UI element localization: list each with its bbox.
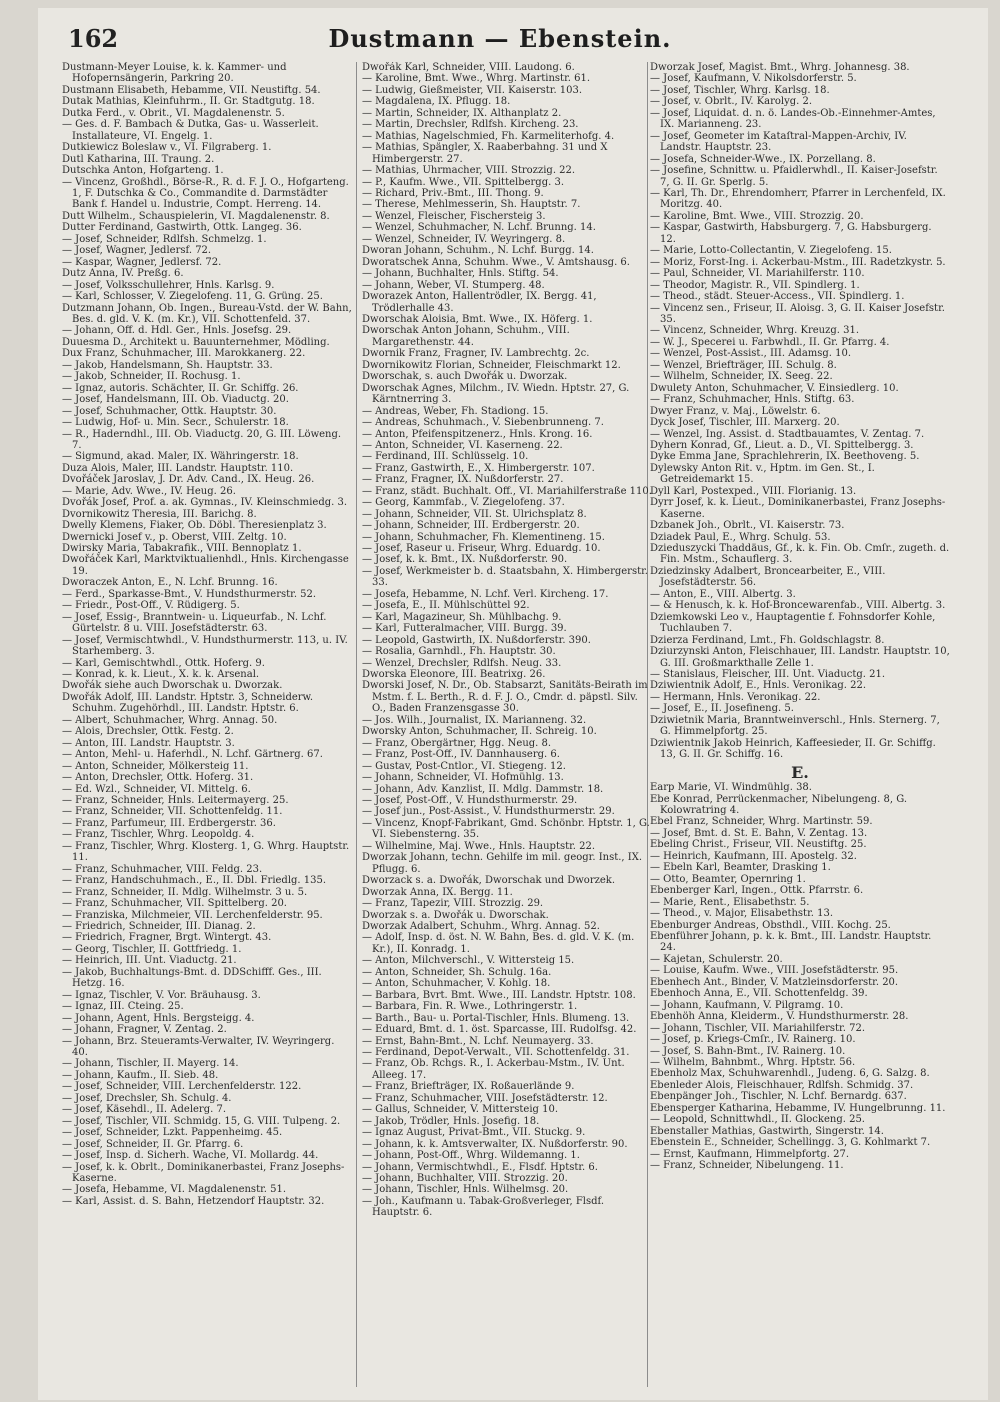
directory-entry: Dvořáček Jaroslav, J. Dr. Adv. Cand., IX. Heug. 26. [62, 474, 315, 486]
directory-entry: — Josef, Liquidat. d. n. ö. Landes-Ob.-Einnehmer-Amtes, IX. Marianneng. 23. [650, 107, 936, 131]
directory-entry: — Theodor, Magistr. R., VII. Spindlerg. 1. [650, 279, 860, 291]
directory-entry: — Georg, Kammfab., V. Ziegelofeng. 37. [362, 497, 565, 509]
directory-entry: — Wenzel, Drechsler, Rdlfsh. Neug. 33. [362, 657, 562, 669]
directory-entry: — Jakob, Buchhaltungs-Bmt. d. DDSchifff. Ges., III. Hetzg. 16. [62, 966, 322, 990]
directory-column-right [650, 62, 950, 1392]
directory-entry: — Johann, Off. d. Hdl. Ger., Hnls. Josefsg. 29. [62, 325, 292, 337]
directory-entry: — Johann, Tischler, Hnls. Wilhelmsg. 20. [362, 1184, 569, 1196]
directory-entry: — Friedrich, Fragner, Brgt. Wintergt. 43. [62, 932, 272, 944]
directory-entry: — Johann, Schneider, VII. St. Ulrichsplatz 8. [362, 508, 587, 520]
directory-entry: — Johann, Weber, VI. Stumperg. 48. [362, 279, 545, 291]
directory-entry: — Anton, E., VIII. Albertg. 3. [650, 588, 796, 600]
directory-entry: Dutschka Anton, Hofgarteng. 1. [62, 165, 224, 177]
directory-entry: Dworski Josef, N. Dr., Ob. Stabsarzt, Sanitäts-Beirath im Mstm. f. L. Berth., R. d. F. J. O., Cmdr. d. päpstl. Silv. O., Baden Franzensgasse 30. [362, 680, 648, 715]
directory-entry: — Andreas, Schuhmach., V. Siebenbrunneng. 7. [362, 417, 604, 429]
directory-entry: Ebenstein E., Schneider, Schellingg. 3, G. Kohlmarkt 7. [650, 1137, 931, 1149]
directory-entry: — Josef, Bmt. d. St. E. Bahn, V. Zentag. 13. [650, 827, 868, 839]
directory-entry: — Ferdinand, Depot-Verwalt., VII. Schottenfeldg. 31. [362, 1046, 630, 1058]
directory-entry: Dutter Ferdinand, Gastwirth, Ottk. Langeg. 36. [62, 222, 302, 234]
directory-entry: — Wenzel, Schuhmacher, N. Lchf. Brunng. 14. [362, 222, 596, 234]
directory-entry: — Josef, k. k. Bmt., IX. Nußdorferstr. 90. [362, 554, 568, 566]
directory-column-left [62, 62, 352, 1392]
directory-entry: — Josef, Schneider, Rdlfsh. Schmelzg. 1. [62, 233, 267, 245]
directory-entry: — Karl, Futteralmacher, VIII. Burgg. 39. [362, 623, 567, 635]
directory-entry: — Karoline, Bmt. Wwe., Whrg. Martinstr. 61. [362, 73, 591, 85]
directory-entry: Dzieduszycki Thaddäus, Gf., k. k. Fin. Ob. Cmſr., zugeth. d. Fin. Mstm., Schauflerg. 3. [650, 543, 950, 566]
directory-entry: Dwornikowitz Florian, Schneider, Fleischmarkt 12. [362, 359, 621, 371]
directory-entry: — Stanislaus, Fleischer, III. Unt. Viaductg. 21. [650, 669, 886, 681]
directory-entry: — P., Kaufm. Wwe., VII. Spittelbergg. 3. [362, 176, 565, 188]
directory-entry: — Georg, Tischler, II. Gottfriedg. 1. [62, 943, 242, 955]
directory-entry: Dworschak Agnes, Milchm., IV. Wiedn. Hptstr. 27, G. Kärntnerring 3. [362, 382, 630, 406]
directory-entry: Dworzak Josef, Magist. Bmt., Whrg. Johannesg. 38. [650, 62, 910, 73]
directory-entry: Ebel Franz, Schneider, Whrg. Martinstr. 59. [650, 816, 873, 828]
directory-entry: — Josefine, Schnittw. u. Pfaidlerwhdl., II. Kaiser-Josefstr. 7, G. II. Gr. Sperlg. 5. [650, 165, 938, 188]
directory-entry: — Franz, Briefträger, IX. Roßauerlände 9. [362, 1081, 575, 1093]
directory-entry: — Sigmund, akad. Maler, IX. Währingerstr. 18. [62, 451, 299, 463]
directory-entry: — Therese, Mehlmesserin, Sh. Hauptstr. 7. [362, 199, 581, 211]
directory-entry: — Josef, Schneider, Lzkt. Pappenheimg. 45. [62, 1127, 283, 1139]
directory-entry: — Franz, Schneider, II. Mdlg. Wilhelmstr. 3 u. 5. [62, 886, 308, 898]
directory-entry: — Konrad, k. k. Lieut., X. k. k. Arsenal. [62, 669, 260, 681]
directory-entry: — Johann, Buchhalter, VIII. Strozzig. 20. [362, 1172, 568, 1184]
directory-entry: — Josef, E., II. Josefineng. 5. [650, 703, 794, 715]
directory-entry: — Josef, Kaufmann, V. Nikolsdorferstr. 5. [650, 73, 857, 85]
directory-entry: — Josef, Wagner, Jedlersf. 72. [62, 245, 212, 257]
directory-entry: — Johann, Agent, Hnls. Bergsteigg. 4. [62, 1012, 255, 1024]
directory-entry: Ebensperger Katharina, Hebamme, IV. Hungelbrunng. 11. [650, 1102, 946, 1114]
directory-entry: — Franz, Schuhmacher, Hnls. Stiftg. 63. [650, 394, 855, 406]
directory-entry: — Wenzel, Fleischer, Fischersteig 3. [362, 210, 546, 222]
directory-entry: — Mathias, Spängler, X. Raaberbahng. 31 und X Himbergerstr. 27. [362, 142, 608, 165]
directory-entry: — Johann, Vermischtwhdl., E., Flsdf. Hptstr. 6. [362, 1161, 598, 1173]
directory-entry: — Johann, Adv. Kanzlist, II. Mdlg. Dammstr. 18. [362, 783, 604, 795]
directory-entry: — Franz, Schuhmacher, VIII. Feldg. 23. [62, 863, 263, 875]
directory-entry: — Wenzel, Briefträger, III. Schulg. 8. [650, 359, 837, 371]
directory-entry: — Ges. d. F. Bambach & Dutka, Gas- u. Wasserleit. Installateure, VI. Engelg. 1. [62, 119, 319, 142]
directory-entry: — Heinrich, III. Unt. Viaductg. 21. [62, 955, 237, 967]
directory-entry: — Jakob, Handelsmann, Sh. Hauptstr. 33. [62, 359, 273, 371]
directory-entry: — Mathias, Uhrmacher, VIII. Strozzig. 22. [362, 165, 576, 177]
directory-entry: — Heinrich, Kaufmann, III. Apostelg. 32. [650, 850, 857, 862]
directory-entry: — Johann, Tischler, VII. Mariahilferstr. 72. [650, 1022, 865, 1034]
directory-entry: — Kajetan, Schulerstr. 20. [650, 953, 783, 965]
directory-entry: — Josef, S. Bahn-Bmt., IV. Rainerg. 10. [650, 1045, 846, 1057]
directory-entry: — Josef, Vermischtwhdl., V. Hundsthurmerstr. 113, u. IV. Starhemberg. 3. [62, 634, 348, 658]
directory-entry: — Ernst, Kaufmann, Himmelpfortg. 27. [650, 1148, 850, 1160]
directory-entry: — Josef, k. k. Obrlt., Dominikanerbastei, Franz Josephs-Kaserne. [62, 1161, 345, 1184]
directory-entry: — Andreas, Weber, Fh. Stadiong. 15. [362, 405, 549, 417]
directory-entry: — Adolf, Insp. d. öst. N. W. Bahn, Bes. d. gld. V. K. (m. Kr.), II. Konradg. 1. [362, 932, 635, 955]
directory-entry: Dworschak, s. auch Dwořák u. Dworzak. [362, 371, 568, 383]
directory-entry: — Karl, Th. Dr., Ehrendomherr, Pfarrer in Lerchenfeld, IX. Moritzg. 40. [650, 187, 946, 211]
directory-entry: Dworatschek Anna, Schuhm. Wwe., V. Amtshausg. 6. [362, 256, 630, 268]
directory-entry: — Josef, Handelsmann, III. Ob. Viaductg. 20. [62, 394, 289, 406]
directory-entry: — Wenzel, Post-Assist., III. Adamsg. 10. [650, 348, 852, 360]
directory-entry: Dutak Mathias, Kleinfuhrm., II. Gr. Stadtgutg. 18. [62, 96, 315, 108]
directory-entry: — Friedr., Post-Off., V. Rüdigerg. 5. [62, 600, 240, 612]
directory-entry: Dvořák Josef, Prof. a. ak. Gymnas., IV. Kleinschmiedg. 3. [62, 497, 348, 509]
directory-entry: — Karl, Assist. d. S. Bahn, Hetzendorf Hauptstr. 32. [62, 1195, 325, 1207]
directory-entry: — Josef, Essig-, Branntwein- u. Liqueurfab., N. Lchf. Gürtelstr. 8 u. VIII. Josefstädterstr. 63. [62, 611, 327, 635]
directory-entry: — Franz, Gastwirth, E., X. Himbergerstr. 107. [362, 462, 595, 474]
directory-entry: Dwořák siehe auch Dworschak u. Dworzak. [62, 680, 283, 692]
directory-entry: — Marie, Adv. Wwe., IV. Heug. 26. [62, 485, 236, 497]
directory-entry: Dzierza Ferdinand, Lmt., Fh. Goldschlagstr. 8. [650, 634, 885, 646]
directory-entry: — Johann, Fragner, V. Zentag. 2. [62, 1024, 227, 1036]
directory-entry: Dustmann Elisabeth, Hebamme, VII. Neustiftg. 54. [62, 84, 321, 96]
directory-entry: — Johann, Post-Off., Whrg. Wildemanng. 1. [362, 1150, 580, 1162]
directory-entry: — Ferdinand, III. Schlüsselg. 10. [362, 451, 529, 463]
directory-entry: — Hermann, Hnls. Veronikag. 22. [650, 691, 821, 703]
directory-entry: — & Henusch, k. k. Hof-Broncewarenfab., VIII. Albertg. 3. [650, 600, 946, 612]
directory-entry: Dwořák Adolf, III. Landstr. Hptstr. 3, Schneiderw. Schuhm. Zugehörhdl., III. Landstr. Hptstr. 6. [62, 691, 314, 715]
directory-entry: — Vincenz, Knopf-Fabrikant, Gmd. Schönbr. Hptstr. 1, G. VI. Siebensterng. 35. [362, 817, 650, 841]
directory-entry: Dyck Josef, Tischler, III. Marxerg. 20. [650, 417, 840, 429]
directory-entry: — Alois, Drechsler, Ottk. Festg. 2. [62, 726, 234, 738]
directory-entry: — Franz, Fragner, IX. Nußdorferstr. 27. [362, 474, 564, 486]
directory-entry: Dworschak Aloisia, Bmt. Wwe., IX. Höferg. 1. [362, 313, 593, 325]
directory-entry: Dworzak Adalbert, Schuhm., Whrg. Annag. 52. [362, 920, 600, 932]
directory-entry: — Josef, Raseur u. Friseur, Whrg. Eduardg. 10. [362, 543, 601, 555]
directory-entry: Ebenhech Ant., Binder, V. Matzleinsdorferstr. 20. [650, 976, 899, 988]
directory-entry: — Gustav, Post-Cntlor., VI. Stiegeng. 12. [362, 760, 566, 772]
directory-entry: Dwulety Anton, Schuhmacher, V. Einsiedlerg. 10. [650, 382, 899, 394]
directory-entry: — Richard, Priv.-Bmt., III. Thong. 9. [362, 187, 544, 199]
directory-entry: — Josefa, Hebamme, VI. Magdalenenstr. 51. [62, 1184, 287, 1196]
directory-entry: — Joh., Kaufmann u. Tabak-Großverleger, Flsdf. Hauptstr. 6. [362, 1195, 605, 1219]
directory-entry: Ebenhoch Anna, E., VII. Schottenfeldg. 39. [650, 988, 868, 1000]
directory-entry: Dutka Ferd., v. Obrit., VI. Magdalenenstr. 5. [62, 107, 285, 119]
directory-entry: — Vincenz sen., Friseur, II. Aloisg. 3, G. II. Kaiser Josefstr. 35. [650, 302, 945, 325]
directory-entry: — Franz, Obergärtner, Hgg. Neug. 8. [362, 737, 552, 749]
directory-entry: Dziwientnik Jakob Heinrich, Kaffeesieder, II. Gr. Schiffg. 13, G. II. Gr. Schiffg. 16. [650, 737, 936, 761]
directory-entry: — Theod., v. Major, Elisabethstr. 13. [650, 908, 834, 920]
directory-entry: — Johann, Schuhmacher, Fh. Klementineng. 15. [362, 531, 605, 543]
directory-entry: — Franz, Tischler, Whrg. Leopoldg. 4. [62, 829, 255, 841]
directory-entry: — Josef, Schneider, II. Gr. Pfarrg. 6. [62, 1138, 244, 1150]
directory-entry: — Josef, Insp. d. Sicherh. Wache, VI. Mollardg. 44. [62, 1150, 319, 1162]
directory-entry: — Vincenz, Großhdl., Börse-R., R. d. F. J. O., Hofgarteng. 1, F. Dutschka & Co., Commandite d. Darmstädter Bank f. Handel u. Industrie, Compt. Herreng. 14. [62, 176, 349, 211]
directory-entry: Dyrr Josef, k. k. Lieut., Dominikanerbastei, Franz Josephs-Kaserne. [650, 497, 946, 520]
directory-entry: — Kaspar, Wagner, Jedlersf. 72. [62, 256, 222, 268]
directory-entry: — Marie, Rent., Elisabethstr. 5. [650, 896, 810, 908]
directory-entry: — Louise, Kaufm. Wwe., VIII. Josefstädterstr. 95. [650, 965, 899, 977]
directory-entry: Ebenhöh Anna, Kleiderm., V. Hundsthurmerstr. 28. [650, 1011, 909, 1023]
directory-entry: — Johann, Schneider, III. Erdbergerstr. 20. [362, 520, 580, 532]
directory-entry: Dyll Karl, Postexped., VIII. Florianig. 13. [650, 485, 857, 497]
directory-entry: — Karoline, Bmt. Wwe., VIII. Strozzig. 20. [650, 210, 864, 222]
directory-entry: — Barth., Bau- u. Portal-Tischler, Hnls. Blumeng. 13. [362, 1012, 630, 1024]
directory-entry: — Anton, Schneider, VI. Kaserneng. 22. [362, 439, 563, 451]
directory-entry: — Marie, Lotto-Collectantin, V. Ziegelofeng. 15. [650, 245, 892, 257]
directory-entry: Earp Marie, VI. Windmühlg. 38. [650, 782, 812, 794]
directory-entry: — Theod., städt. Steuer-Access., VII. Spindlerg. 1. [650, 291, 905, 303]
directory-entry: Ebenberger Karl, Ingen., Ottk. Pfarrstr. 6. [650, 885, 864, 897]
directory-entry: — Franz, städt. Buchhalt. Off., VI. Mariahilferstraße 110. [362, 485, 652, 497]
directory-entry: Dylewsky Anton Rit. v., Hptm. im Gen. St., I. Getreidemarkt 15. [650, 462, 875, 486]
directory-entry: Dworzak Anna, IX. Bergg. 11. [362, 886, 513, 898]
directory-entry: Dziemkowski Leo v., Hauptagentie f. Fohnsdorfer Kohle, Tuchlauben 7. [650, 611, 936, 635]
directory-entry: — R., Haderndhl., III. Ob. Viaductg. 20, G. III. Löweng. 7. [62, 428, 342, 451]
directory-entry: Dutkiewicz Boleslaw v., VI. Filgraberg. 1. [62, 142, 272, 154]
directory-entry: — Franziska, Milchmeier, VII. Lerchenfelderstr. 95. [62, 909, 323, 921]
section-letter-heading: E. [791, 762, 809, 782]
directory-entry: — Wenzel, Ing. Assist. d. Stadtbauamtes, V. Zentag. 7. [650, 428, 925, 440]
directory-entry: — Albert, Schuhmacher, Whrg. Annag. 50. [62, 714, 278, 726]
directory-entry: Dwelly Klemens, Fiaker, Ob. Döbl. Theresienplatz 3. [62, 520, 327, 532]
directory-entry: Dworzak Johann, techn. Gehilfe im mil. geogr. Inst., IX. Pflugg. 6. [362, 852, 643, 875]
directory-entry: Ebe Konrad, Perrückenmacher, Nibelungeng. 8, G. Kolowratring 4. [650, 793, 908, 816]
directory-entry: Ebeling Christ., Friseur, VII. Neustiftg. 25. [650, 839, 867, 851]
directory-entry: — Paul, Schneider, VI. Mariahilferstr. 110. [650, 268, 865, 280]
directory-entry: Dustmann-Meyer Louise, k. k. Kammer- und Hofopernsängerin, Parkring 20. [62, 62, 287, 85]
directory-entry: — Josefa, Schneider-Wwe., IX. Porzellang. 8. [650, 153, 876, 165]
directory-entry: Dwirsky Maria, Tabakrafik., VIII. Bennoplatz 1. [62, 543, 302, 555]
directory-entry: — Leopold, Schnittwhdl., II. Glockeng. 25. [650, 1114, 865, 1126]
directory-entry: — Ed. Wzl., Schneider, VI. Mittelg. 6. [62, 783, 251, 795]
directory-entry: — Ebeln Karl, Beamter, Drasking 1. [650, 862, 831, 874]
directory-entry: — Jakob, Trödler, Hnls. Josefig. 18. [362, 1115, 540, 1127]
directory-entry: — Johann, Schneider, VI. Hofmühlg. 13. [362, 772, 564, 784]
directory-entry: — Johann, Tischler, II. Mayerg. 14. [62, 1058, 239, 1070]
directory-entry: — Anton, Mehl- u. Haferhdl., N. Lchf. Gärtnerg. 67. [62, 749, 323, 761]
directory-entry: — Jos. Wilh., Journalist, IX. Marianneng. 32. [362, 714, 587, 726]
directory-entry: — Josef, Post-Off., V. Hundsthurmerstr. 29. [362, 795, 578, 806]
directory-entry: — Franz, Schuhmacher, VIII. Josefstädterstr. 12. [362, 1092, 608, 1104]
directory-entry: Dziwientnik Adolf, E., Hnls. Veronikag. 22. [650, 680, 867, 692]
column-divider [356, 62, 357, 1387]
directory-entry: — Anton, Schuhmacher, V. Kohlg. 18. [362, 978, 551, 990]
directory-entry: — Josef, v. Obrlt., IV. Karolyg. 2. [650, 96, 813, 108]
directory-entry: — Karl, Magazineur, Sh. Mühlbachg. 9. [362, 611, 562, 623]
directory-entry: — W. J., Specerei u. Farbwhdl., II. Gr. Pfarrg. 4. [650, 336, 890, 348]
directory-entry: — Franz, Schneider, VII. Schottenfeldg. 11. [62, 806, 283, 818]
directory-entry: Dziwietnik Maria, Branntweinverschl., Hnls. Sternerg. 7, G. Himmelpfortg. 25. [650, 714, 940, 738]
directory-entry: Dyhern Konrad, Gf., Lieut. a. D., VI. Spittelbergg. 3. [650, 439, 914, 451]
directory-entry: Dutzmann Johann, Ob. Ingen., Bureau-Vstd. der W. Bahn, Bes. d. gld. V. K. (m. Kr.), VII. Schottenfeld. 37. [62, 302, 352, 325]
directory-entry: Dworzack s. a. Dwořák, Dworschak und Dworzek. [362, 875, 616, 887]
directory-entry: Dziedzinsky Adalbert, Broncearbeiter, E., VIII. Josefstädterstr. 56. [650, 565, 886, 589]
directory-entry: — Wilhelm, Schneider, IX. Seeg. 22. [650, 371, 833, 383]
directory-entry: Dzbanek Joh., Obrlt., VI. Kaiserstr. 73. [650, 520, 845, 532]
directory-entry: Dworaczek Anton, E., N. Lchf. Brunng. 16. [62, 577, 278, 589]
directory-entry: — Josef, Drechsler, Sh. Schulg. 4. [62, 1092, 232, 1104]
directory-column-middle [362, 62, 652, 1392]
directory-entry: Dworschak Anton Johann, Schuhm., VIII. Margarethenstr. 44. [362, 325, 570, 348]
directory-entry: — Moriz, Forst-Ing. i. Ackerbau-Mstm., III. Radetzkystr. 5. [650, 256, 946, 268]
directory-entry: Dwernicki Josef v., p. Oberst, VIII. Zeltg. 10. [62, 531, 287, 543]
directory-entry: — Ernst, Bahn-Bmt., N. Lchf. Neumayerg. 33. [362, 1035, 594, 1047]
page-header [60, 24, 940, 54]
directory-entry: — Martin, Drechsler, Rdlfsh. Kircheng. 23. [362, 119, 579, 131]
directory-entry: — Franz, Tapezir, VIII. Strozzig. 29. [362, 898, 544, 910]
directory-entry: — Ignaz, autoris. Schächter, II. Gr. Schiffg. 26. [62, 382, 299, 394]
directory-entry: — Barbara, Bvrt. Bmt. Wwe., III. Landstr. Hptstr. 108. [362, 989, 636, 1001]
directory-entry: — Leopold, Gastwirth, IX. Nußdorferstr. 390. [362, 634, 591, 646]
directory-entry: Dwořák Karl, Schneider, VIII. Laudong. 6. [362, 62, 575, 73]
directory-entry: Dutt Wilhelm., Schauspielerin, VI. Magdalenenstr. 8. [62, 210, 330, 222]
directory-entry: Ebenführer Johann, p. k. k. Bmt., III. Landstr. Hauptstr. 24. [650, 930, 932, 954]
directory-entry: — Josefa, Hebamme, N. Lchf. Verl. Kircheng. 17. [362, 588, 609, 600]
directory-entry: Dwyer Franz, v. Maj., Löwelstr. 6. [650, 405, 821, 417]
directory-entry: Dworsky Anton, Schuhmacher, II. Schreig. 10. [362, 726, 597, 738]
directory-entry: — Josef, Schneider, VIII. Lerchenfelderstr. 122. [62, 1081, 302, 1093]
directory-entry: — Ignaz, III. Cteing. 25. [62, 1001, 184, 1013]
directory-entry: — Johann, Kaufmann, V. Pilgramg. 10. [650, 999, 844, 1011]
directory-entry: — Josef jun., Post-Assist., V. Hundsthurmerstr. 29. [362, 806, 615, 818]
page-number: 162 [68, 24, 119, 53]
directory-entry: — Anton, Drechsler, Ottk. Hoferg. 31. [62, 772, 254, 784]
directory-entry: — Karl, Gemischtwhdl., Ottk. Hoferg. 9. [62, 657, 265, 669]
directory-entry: — Ignaz August, Privat-Bmt., VII. Stuckg. 9. [362, 1127, 586, 1139]
directory-entry: Ebenstaller Mathias, Gastwirth, Singerstr. 14. [650, 1125, 884, 1137]
directory-entry: — Anton, Schneider, Sh. Schulg. 16a. [362, 966, 552, 978]
directory-entry: — Johann, Kaufm., II. Sieb. 48. [62, 1069, 219, 1081]
directory-entry: Duza Alois, Maler, III. Landstr. Hauptstr. 110. [62, 462, 294, 474]
directory-entry: — Franz, Schuhmacher, VII. Spittelberg. 20. [62, 898, 287, 910]
directory-entry: — Josef, Tischler, Whrg. Karlsg. 18. [650, 84, 830, 96]
directory-entry: Ebenholz Max, Schuhwarenhdl., Judeng. 6, G. Salzg. 8. [650, 1068, 930, 1080]
directory-entry: Ebenpänger Joh., Tischler, N. Lchf. Bernardg. 637. [650, 1091, 907, 1103]
directory-entry: — Jakob, Schneider, II. Rochusg. 1. [62, 371, 241, 383]
directory-entry: — Anton, Schneider, Mölkersteig 11. [62, 760, 249, 772]
directory-entry: — Ignaz, Tischler, V. Vor. Bräuhausg. 3. [62, 989, 261, 1001]
directory-entry: — Josef, Volksschullehrer, Hnls. Karlsg. 9. [62, 279, 275, 291]
directory-entry: — Anton, Milchverschl., V. Wittersteig 15. [362, 955, 575, 967]
directory-entry: — Anton, Pfeifenspitzenerz., Hnls. Krong. 16. [362, 428, 593, 440]
directory-entry: Dutl Katharina, III. Traung. 2. [62, 153, 215, 165]
directory-entry: — Franz, Schneider, Nibelungeng. 11. [650, 1160, 844, 1172]
directory-entry: Dwořáček Karl, Marktviktualienhdl., Hnls. Kirchengasse 19. [62, 554, 349, 577]
directory-entry: — Johann, Brz. Steueramts-Verwalter, IV. Weyringerg. 40. [62, 1035, 335, 1058]
directory-entry: — Vincenz, Schneider, Whrg. Kreuzg. 31. [650, 325, 860, 337]
directory-entry: — Franz, Ob. Rchgs. R., I. Ackerbau-Mstm., IV. Unt. Alleeg. 17. [362, 1058, 625, 1081]
directory-entry: Dworska Eleonore, III. Beatrixg. 26. [362, 669, 546, 681]
directory-entry: — Josef, Tischler, VII. Schmidg. 15, G. VIII. Tulpeng. 2. [62, 1115, 341, 1127]
directory-entry: — Josef, p. Kriegs-Cmſr., IV. Rainerg. 10. [650, 1034, 856, 1046]
directory-entry: Ebenburger Andreas, Obsthdl., VIII. Kochg. 25. [650, 919, 891, 931]
directory-entry: — Wilhelm, Bahnbmt., Whrg. Hptstr. 56. [650, 1056, 856, 1068]
directory-entry: — Wilhelmine, Maj. Wwe., Hnls. Hauptstr. 22. [362, 840, 596, 852]
directory-entry: Dworzak s. a. Dwořák u. Dworschak. [362, 909, 549, 921]
directory-entry: — Josef, Geometer im Kataſtral-Mappen-Archiv, IV. Landstr. Hauptstr. 23. [650, 130, 907, 154]
directory-entry: — Franz, Schneider, Hnls. Leitermayerg. 25. [62, 795, 289, 806]
directory-entry: — Josefa, E., II. Mühlschüttel 92. [362, 600, 530, 612]
directory-entry: Dziadek Paul, E., Whrg. Schulg. 53. [650, 531, 831, 543]
directory-entry: Dziurzynski Anton, Fleischhauer, III. Landstr. Hauptstr. 10, G. III. Großmarkthalle Zelle 1. [650, 646, 950, 669]
directory-entry: Dvornikowitz Theresia, III. Barichg. 8. [62, 508, 257, 520]
directory-entry: — Eduard, Bmt. d. 1. öst. Sparcasse, III. Rudolfsg. 42. [362, 1024, 637, 1036]
directory-entry: — Ludwig, Hof- u. Min. Secr., Schulerstr. 18. [62, 417, 289, 429]
directory-entry: — Ludwig, Gießmeister, VII. Kaiserstr. 103. [362, 84, 583, 96]
directory-entry: — Magdalena, IX. Pflugg. 18. [362, 96, 511, 108]
directory-entry: Dworan Johann, Schuhm., N. Lchf. Burgg. 14. [362, 245, 594, 257]
directory-entry: Duuesma D., Architekt u. Bauunternehmer, Mödling. [62, 336, 330, 348]
directory-entry: — Rosalia, Garnhdl., Fh. Hauptstr. 30. [362, 646, 556, 658]
directory-entry: — Otto, Beamter, Opernring 1. [650, 873, 806, 885]
directory-entry: Dwornik Franz, Fragner, IV. Lambrechtg. 2c. [362, 348, 590, 360]
directory-entry: Dux Franz, Schuhmacher, III. Marokkanerg. 22. [62, 348, 306, 360]
directory-entry: — Franz, Handschuhmach., E., II. Dbl. Friedlg. 135. [62, 875, 327, 887]
running-head: Dustmann — Ebenstein. [328, 24, 672, 53]
directory-entry: — Anton, III. Landstr. Hauptstr. 3. [62, 737, 235, 749]
directory-entry: — Franz, Post-Off., IV. Dannhauserg. 6. [362, 749, 560, 761]
directory-entry: — Johann, k. k. Amtsverwalter, IX. Nußdorferstr. 90. [362, 1138, 628, 1150]
directory-entry: — Josef, Käsehdl., II. Adelerg. 7. [62, 1104, 227, 1116]
directory-entry: — Franz, Tischler, Whrg. Klosterg. 1, G. Whrg. Hauptstr. 11. [62, 840, 350, 864]
directory-entry: — Franz, Parfumeur, III. Erdbergerstr. 36. [62, 817, 276, 829]
directory-entry: — Johann, Buchhalter, Hnls. Stiftg. 54. [362, 268, 559, 280]
directory-entry: Dutz Anna, IV. Preßg. 6. [62, 268, 184, 280]
directory-entry: — Wenzel, Schneider, IV. Weyringerg. 8. [362, 233, 566, 245]
directory-entry: — Martin, Schneider, IX. Althanplatz 2. [362, 107, 562, 119]
directory-entry: Dworazek Anton, Hallentrödler, IX. Bergg. 41, Trödlerhalle 43. [362, 291, 597, 314]
directory-entry: — Kaspar, Gastwirth, Habsburgerg. 7, G. Habsburgerg. 12. [650, 222, 932, 245]
directory-entry: Ebenleder Alois, Fleischhauer, Rdlfsh. Schmidg. 37. [650, 1079, 914, 1091]
directory-entry: — Barbara, Fin. R. Wwe., Lothringerstr. 1. [362, 1001, 578, 1013]
directory-entry: — Ferd., Sparkasse-Bmt., V. Hundsthurmerstr. 52. [62, 588, 317, 600]
directory-entry: — Friedrich, Schneider, III. Dianag. 2. [62, 920, 256, 932]
directory-entry: — Karl, Schlosser, V. Ziegelofeng. 11, G. Grüng. 25. [62, 291, 323, 303]
directory-entry: — Josef, Schuhmacher, Ottk. Hauptstr. 30. [62, 405, 277, 417]
directory-entry: — Gallus, Schneider, V. Mittersteig 10. [362, 1104, 559, 1116]
directory-entry: Dyke Emma Jane, Sprachlehrerin, IX. Beethoveng. 5. [650, 451, 920, 463]
directory-entry: — Josef, Werkmeister b. d. Staatsbahn, X. Himbergerstr. 33. [362, 565, 648, 589]
directory-entry: — Mathias, Nagelschmied, Fh. Karmeliterhofg. 4. [362, 130, 615, 142]
